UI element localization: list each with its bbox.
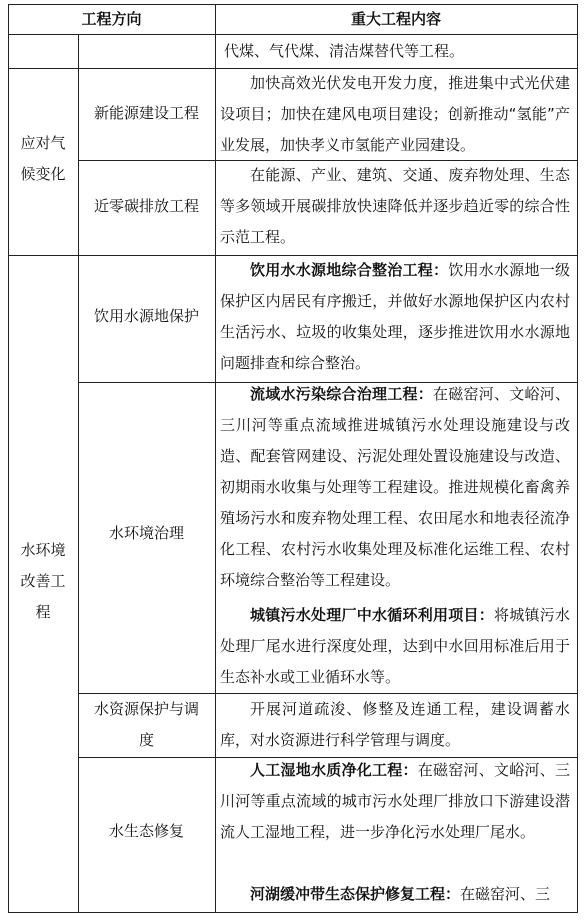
content-water-resource: 开展河道疏浚、修整及连通工程，建设调蓄水库，对水资源进行科学管理与调度。 xyxy=(220,700,570,749)
table-right-border xyxy=(577,4,578,913)
subcategory-water-treatment: 水环境治理 xyxy=(108,524,184,542)
content-water-treatment-p2: 城镇污水处理厂中水循环利用项目：将城镇污水处理厂尾水进行深度处理，达到中水回用标准后用于生态补水或工业循环水等。 xyxy=(220,606,570,686)
bold-heading: 河湖缓冲带生态保护修复工程： xyxy=(250,885,461,903)
category-climate: 应对气 候变化 xyxy=(20,134,66,183)
table-top-border xyxy=(8,4,578,5)
subcategory-water-source-protection: 饮用水源地保护 xyxy=(93,307,199,325)
content-water-treatment-p1: 流域水污染综合治理工程：在磁窑河、文峪河、三川河等重点流域推进城镇污水处理设施建设与改造、配套管网建设、污泥处理处置设施建设与改造、初期雨水收集与处理等工程建设。推进规模化畜禽养殖场污水和废弃物处理工程、农田尾水和地表径流净化工程、农村污水收集处理及标准化运维工程、农村环境综合整治等工程建设。 xyxy=(220,385,570,589)
bold-heading: 城镇污水处理厂中水循环利用项目： xyxy=(250,606,494,624)
column-divider xyxy=(215,4,216,913)
content-new-energy: 加快高效光伏发电开发力度，推进集中式光伏建设项目；加快在建风电项目建设；创新推动“氢能”产业发展，加快孝义市氢能产业园建设。 xyxy=(220,74,570,154)
header-direction: 工程方向 xyxy=(81,10,142,28)
subcategory-new-energy: 新能源建设工程 xyxy=(93,104,199,122)
subcategory-water-ecology: 水生态修复 xyxy=(108,822,184,840)
subcategory-near-zero-carbon: 近零碳排放工程 xyxy=(93,197,199,215)
content-water-source-protection: 饮用水水源地综合整治工程：饮用水水源地一级保护区内居民有序搬迁，并做好水源地保护区内农村生活污水、垃圾的收集处理，逐步推进饮用水水源地问题排查和综合整治。 xyxy=(220,261,570,372)
header-content: 重大工程内容 xyxy=(350,10,441,28)
content-water-ecology-p1: 人工湿地水质净化工程：在磁窑河、文峪河、三川河等重点流域的城市污水处理厂排放口下游建设潜流人工湿地工程，进一步净化污水处理厂尾水。 xyxy=(220,761,570,841)
content-water-ecology-p2: 河湖缓冲带生态保护修复工程：在磁窑河、三 xyxy=(250,885,551,903)
column-divider xyxy=(78,34,79,913)
subcategory-water-resource: 水资源保护与调 度 xyxy=(93,700,199,749)
category-water-environment: 水环境 改善工 程 xyxy=(20,541,66,621)
continuation-text: 代煤、气代煤、清洁煤替代等工程。 xyxy=(224,42,465,60)
table-bottom-border xyxy=(8,912,578,913)
content-near-zero-carbon: 在能源、产业、建筑、交通、废弃物处理、生态等多领域开展碳排放快速降低并逐步趋近零的综合性示范工程。 xyxy=(220,166,570,246)
header-bottom-border xyxy=(8,34,578,35)
bold-heading: 人工湿地水质净化工程： xyxy=(250,761,418,779)
bold-heading: 流域水污染综合治理工程： xyxy=(250,385,433,403)
bold-heading: 饮用水水源地综合整治工程： xyxy=(250,261,449,279)
